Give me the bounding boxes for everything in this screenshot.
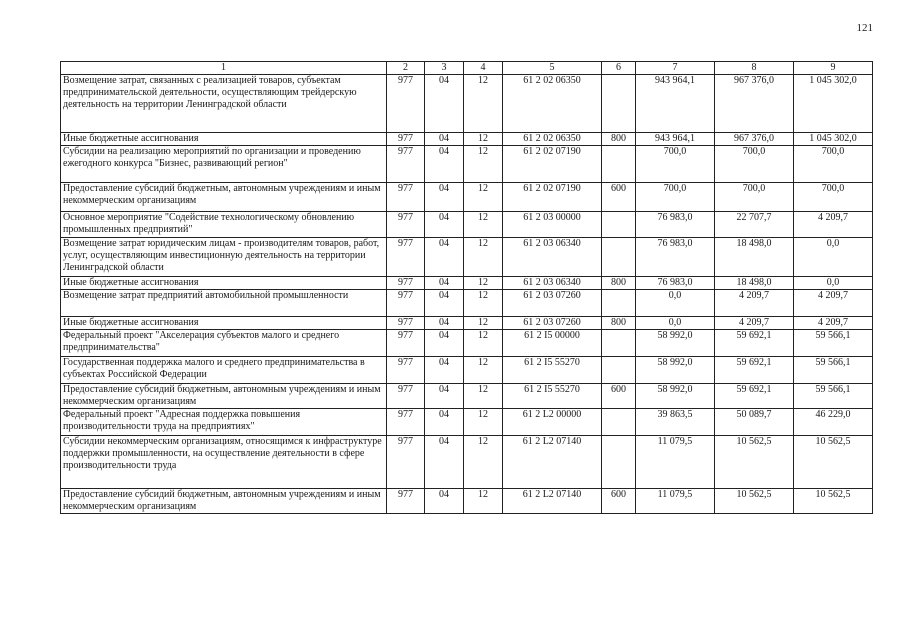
row-name-cell: Государственная поддержка малого и среднего предпринимательства в субъектах Российской Федерации [61, 357, 387, 384]
table-row [61, 436, 873, 489]
table-row [61, 238, 873, 277]
row-cell-col2: 977 [387, 357, 425, 384]
row-cell-col8: 18 498,0 [715, 238, 794, 277]
row-cell-col8: 4 209,7 [715, 290, 794, 317]
row-cell-col3: 04 [425, 146, 464, 183]
row-cell-col4: 12 [464, 212, 503, 238]
row-cell-col6 [602, 212, 636, 238]
row-cell-col4: 12 [464, 238, 503, 277]
row-cell-col9: 59 566,1 [794, 384, 873, 409]
row-cell-col2: 977 [387, 277, 425, 290]
table-row [61, 133, 873, 146]
row-cell-col6 [602, 146, 636, 183]
row-cell-col2: 977 [387, 409, 425, 436]
row-cell-col6 [602, 436, 636, 489]
row-cell-col5: 61 2 02 07190 [503, 183, 602, 212]
header-row [61, 62, 873, 75]
row-cell-col2: 977 [387, 384, 425, 409]
row-cell-col4: 12 [464, 409, 503, 436]
row-cell-col4: 12 [464, 357, 503, 384]
row-cell-col4: 12 [464, 436, 503, 489]
row-cell-col9: 700,0 [794, 146, 873, 183]
column-header: 3 [425, 62, 464, 75]
row-cell-col7: 58 992,0 [636, 357, 715, 384]
row-cell-col2: 977 [387, 489, 425, 514]
row-cell-col2: 977 [387, 238, 425, 277]
row-cell-col6 [602, 238, 636, 277]
column-header: 1 [61, 62, 387, 75]
table-row [61, 146, 873, 183]
row-name-cell: Федеральный проект "Адресная поддержка повышения производительности труда на предприятиях" [61, 409, 387, 436]
row-cell-col8: 967 376,0 [715, 75, 794, 133]
row-cell-col7: 700,0 [636, 183, 715, 212]
row-cell-col5: 61 2 02 06350 [503, 75, 602, 133]
row-cell-col9: 4 209,7 [794, 317, 873, 330]
table-row [61, 409, 873, 436]
row-cell-col6 [602, 75, 636, 133]
row-cell-col2: 977 [387, 146, 425, 183]
table-row [61, 489, 873, 514]
row-cell-col3: 04 [425, 133, 464, 146]
budget-table [60, 61, 873, 514]
table-row [61, 183, 873, 212]
row-cell-col7: 0,0 [636, 290, 715, 317]
row-cell-col5: 61 2 L2 00000 [503, 409, 602, 436]
row-name-cell: Федеральный проект "Акселерация субъектов малого и среднего предпринимательства" [61, 330, 387, 357]
column-header: 5 [503, 62, 602, 75]
row-cell-col8: 18 498,0 [715, 277, 794, 290]
row-cell-col7: 700,0 [636, 146, 715, 183]
row-cell-col4: 12 [464, 146, 503, 183]
row-cell-col5: 61 2 I5 55270 [503, 357, 602, 384]
row-cell-col8: 10 562,5 [715, 489, 794, 514]
row-cell-col7: 39 863,5 [636, 409, 715, 436]
table-row [61, 384, 873, 409]
row-cell-col9: 59 566,1 [794, 330, 873, 357]
row-cell-col8: 700,0 [715, 146, 794, 183]
row-cell-col8: 59 692,1 [715, 384, 794, 409]
row-cell-col2: 977 [387, 183, 425, 212]
row-cell-col6 [602, 357, 636, 384]
column-header: 7 [636, 62, 715, 75]
row-cell-col3: 04 [425, 183, 464, 212]
table-row [61, 290, 873, 317]
row-cell-col3: 04 [425, 238, 464, 277]
row-cell-col9: 10 562,5 [794, 436, 873, 489]
column-header: 9 [794, 62, 873, 75]
row-cell-col4: 12 [464, 277, 503, 290]
row-name-cell: Иные бюджетные ассигнования [61, 133, 387, 146]
row-cell-col4: 12 [464, 317, 503, 330]
row-cell-col7: 76 983,0 [636, 277, 715, 290]
row-cell-col6: 800 [602, 317, 636, 330]
row-cell-col5: 61 2 03 00000 [503, 212, 602, 238]
row-name-cell: Предоставление субсидий бюджетным, автономным учреждениям и иным некоммерческим организациям [61, 183, 387, 212]
row-cell-col3: 04 [425, 317, 464, 330]
row-cell-col9: 4 209,7 [794, 212, 873, 238]
row-cell-col8: 22 707,7 [715, 212, 794, 238]
row-cell-col5: 61 2 02 07190 [503, 146, 602, 183]
row-cell-col3: 04 [425, 212, 464, 238]
row-cell-col6: 800 [602, 133, 636, 146]
row-cell-col5: 61 2 03 07260 [503, 317, 602, 330]
row-cell-col5: 61 2 03 07260 [503, 290, 602, 317]
row-cell-col4: 12 [464, 290, 503, 317]
row-cell-col3: 04 [425, 384, 464, 409]
row-cell-col7: 11 079,5 [636, 436, 715, 489]
row-name-cell: Предоставление субсидий бюджетным, автономным учреждениям и иным некоммерческим организациям [61, 384, 387, 409]
row-name-cell: Субсидии некоммерческим организациям, относящимся к инфраструктуре поддержки промышленности, на осуществление деятельности в сфере производительности труда [61, 436, 387, 489]
row-name-cell: Основное мероприятие "Содействие технологическому обновлению промышленных предприятий" [61, 212, 387, 238]
row-cell-col6: 600 [602, 384, 636, 409]
row-cell-col2: 977 [387, 330, 425, 357]
column-header: 8 [715, 62, 794, 75]
row-cell-col9: 0,0 [794, 238, 873, 277]
row-cell-col8: 10 562,5 [715, 436, 794, 489]
row-cell-col3: 04 [425, 436, 464, 489]
row-cell-col9: 1 045 302,0 [794, 133, 873, 146]
row-cell-col6: 600 [602, 183, 636, 212]
row-cell-col6 [602, 330, 636, 357]
row-cell-col3: 04 [425, 75, 464, 133]
row-cell-col2: 977 [387, 75, 425, 133]
row-cell-col7: 11 079,5 [636, 489, 715, 514]
row-cell-col3: 04 [425, 290, 464, 317]
row-cell-col2: 977 [387, 436, 425, 489]
row-cell-col8: 700,0 [715, 183, 794, 212]
row-cell-col2: 977 [387, 133, 425, 146]
row-cell-col9: 59 566,1 [794, 357, 873, 384]
column-header: 4 [464, 62, 503, 75]
row-cell-col4: 12 [464, 330, 503, 357]
table-row [61, 330, 873, 357]
row-cell-col5: 61 2 L2 07140 [503, 489, 602, 514]
table-row [61, 317, 873, 330]
row-cell-col4: 12 [464, 183, 503, 212]
row-cell-col7: 76 983,0 [636, 212, 715, 238]
column-header: 6 [602, 62, 636, 75]
row-cell-col4: 12 [464, 489, 503, 514]
row-cell-col7: 58 992,0 [636, 330, 715, 357]
row-name-cell: Иные бюджетные ассигнования [61, 317, 387, 330]
table-row [61, 212, 873, 238]
row-cell-col3: 04 [425, 357, 464, 384]
table-row [61, 277, 873, 290]
row-cell-col3: 04 [425, 409, 464, 436]
table-row [61, 75, 873, 133]
table-row [61, 357, 873, 384]
row-cell-col8: 59 692,1 [715, 330, 794, 357]
row-cell-col7: 0,0 [636, 317, 715, 330]
row-cell-col4: 12 [464, 75, 503, 133]
row-cell-col7: 58 992,0 [636, 384, 715, 409]
row-name-cell: Возмещение затрат предприятий автомобильной промышленности [61, 290, 387, 317]
row-cell-col7: 943 964,1 [636, 133, 715, 146]
row-cell-col6: 800 [602, 277, 636, 290]
row-cell-col4: 12 [464, 133, 503, 146]
row-cell-col3: 04 [425, 330, 464, 357]
row-name-cell: Возмещение затрат юридическим лицам - производителям товаров, работ, услуг, осуществляющим инвестиционную деятельность на территории Ленинградской области [61, 238, 387, 277]
row-cell-col4: 12 [464, 384, 503, 409]
row-cell-col5: 61 2 03 06340 [503, 277, 602, 290]
row-cell-col5: 61 2 02 06350 [503, 133, 602, 146]
row-cell-col6 [602, 290, 636, 317]
row-name-cell: Предоставление субсидий бюджетным, автономным учреждениям и иным некоммерческим организациям [61, 489, 387, 514]
row-cell-col8: 4 209,7 [715, 317, 794, 330]
row-cell-col8: 967 376,0 [715, 133, 794, 146]
row-cell-col3: 04 [425, 489, 464, 514]
row-cell-col9: 10 562,5 [794, 489, 873, 514]
row-cell-col9: 4 209,7 [794, 290, 873, 317]
row-cell-col8: 59 692,1 [715, 357, 794, 384]
row-name-cell: Иные бюджетные ассигнования [61, 277, 387, 290]
row-cell-col6 [602, 409, 636, 436]
row-cell-col5: 61 2 I5 00000 [503, 330, 602, 357]
row-name-cell: Возмещение затрат, связанных с реализацией товаров, субъектам предпринимательской деятельности, осуществляющим трейдерскую деятельность на территории Ленинградской области [61, 75, 387, 133]
row-cell-col6: 600 [602, 489, 636, 514]
row-cell-col5: 61 2 I5 55270 [503, 384, 602, 409]
row-cell-col9: 0,0 [794, 277, 873, 290]
row-cell-col9: 700,0 [794, 183, 873, 212]
row-cell-col7: 76 983,0 [636, 238, 715, 277]
row-cell-col2: 977 [387, 317, 425, 330]
row-cell-col5: 61 2 03 06340 [503, 238, 602, 277]
row-name-cell: Субсидии на реализацию мероприятий по организации и проведению ежегодного конкурса "Бизнес, развивающий регион" [61, 146, 387, 183]
row-cell-col2: 977 [387, 290, 425, 317]
row-cell-col7: 943 964,1 [636, 75, 715, 133]
row-cell-col9: 1 045 302,0 [794, 75, 873, 133]
row-cell-col2: 977 [387, 212, 425, 238]
row-cell-col5: 61 2 L2 07140 [503, 436, 602, 489]
column-header: 2 [387, 62, 425, 75]
row-cell-col3: 04 [425, 277, 464, 290]
row-cell-col9: 46 229,0 [794, 409, 873, 436]
page-number: 121 [856, 22, 873, 34]
row-cell-col8: 50 089,7 [715, 409, 794, 436]
